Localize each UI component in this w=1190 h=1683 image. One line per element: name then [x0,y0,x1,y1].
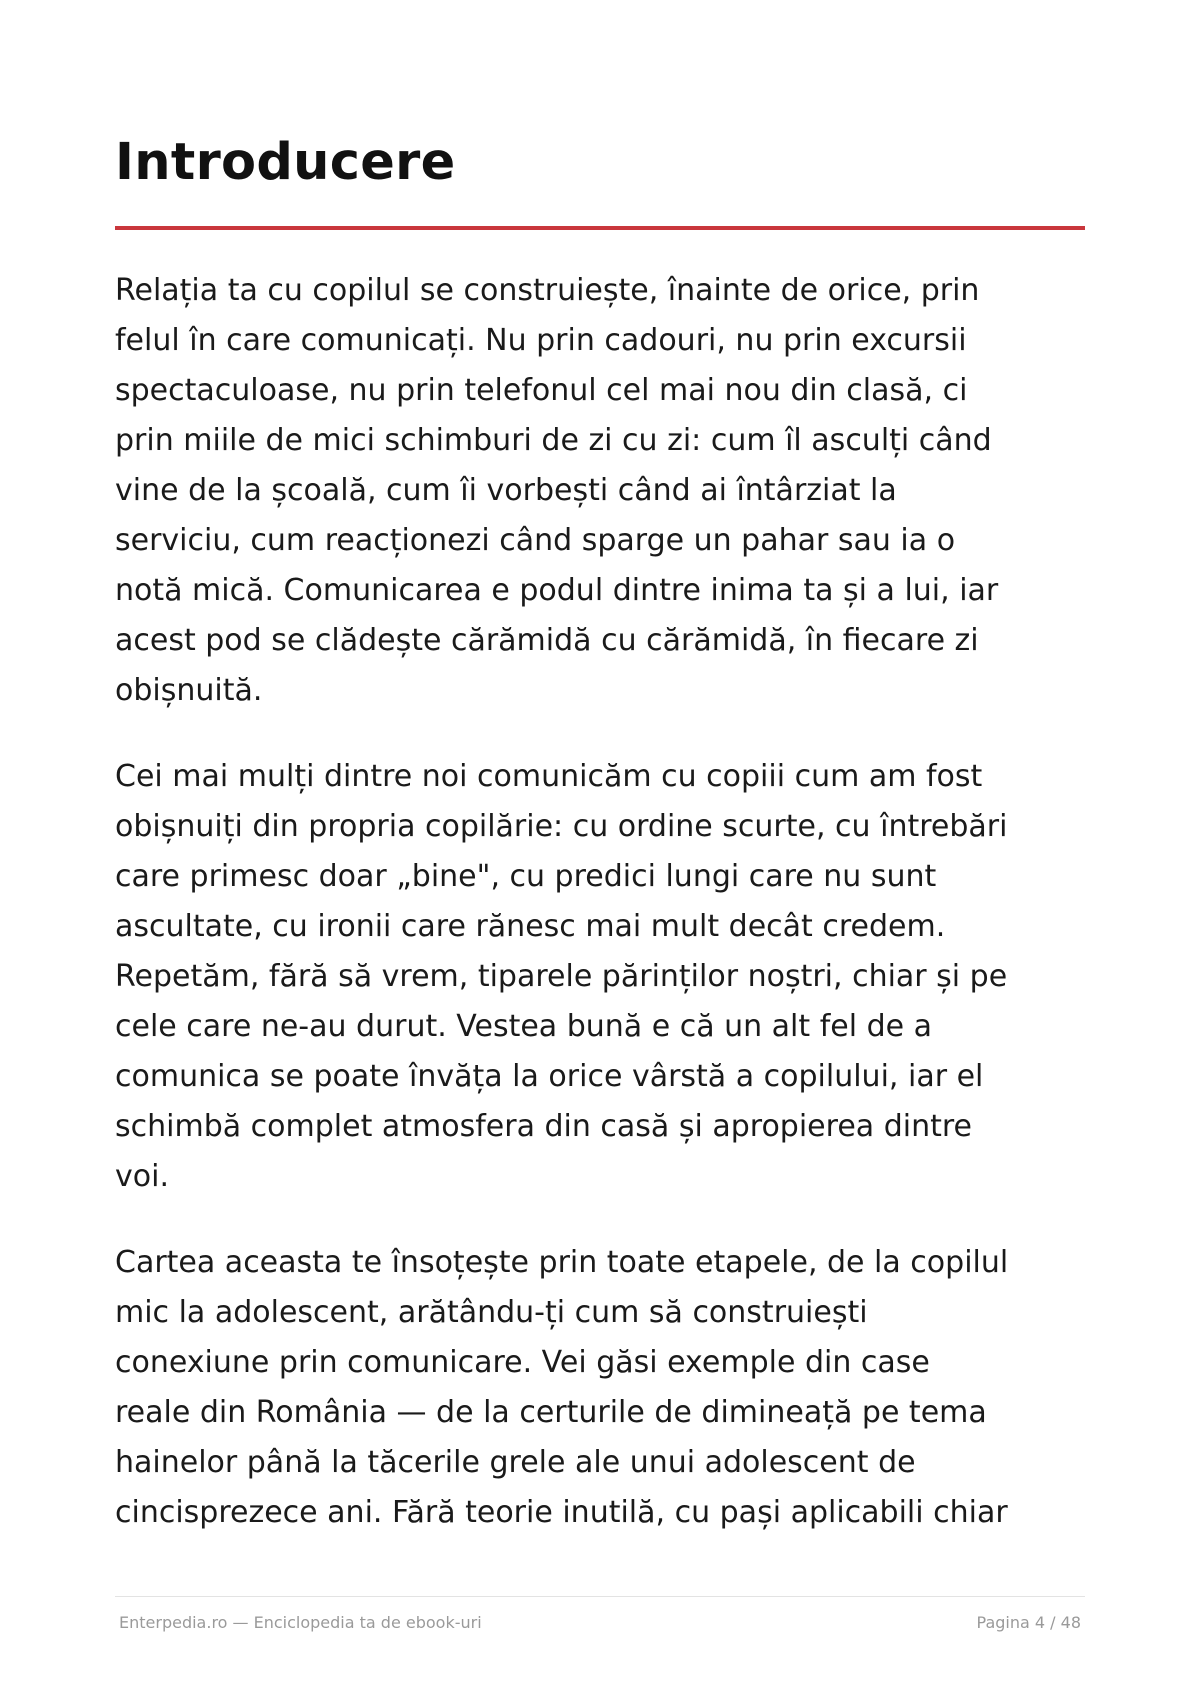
document-page [115,0,1085,1683]
paragraph-1 [115,266,1085,716]
text-line: mic la adolescent, arătându-ți cum să construiești [115,1295,868,1330]
text-line: reale din România — de la certurile de dimineață pe tema [115,1395,987,1430]
body-text [115,266,1085,1574]
text-line: Relația ta cu copilul se construiește, înainte de orice, prin [115,273,980,308]
text-line: Repetăm, fără să vrem, tiparele părinților noștri, chiar și pe [115,959,1008,994]
text-line: Cartea aceasta te însoțește prin toate etapele, de la copilul [115,1245,1009,1280]
footer-divider [115,1596,1085,1597]
text-line: Cei mai mulți dintre noi comunicăm cu copiii cum am fost [115,759,983,794]
text-line: obișnuită. [115,673,263,708]
text-line: prin miile de mici schimburi de zi cu zi: cum îl asculți când [115,423,992,458]
text-line: voi. [115,1159,169,1194]
text-line: vine de la școală, cum îi vorbești când ai întârziat la [115,473,897,508]
title-divider [115,226,1085,230]
chapter-title: Introducere [115,133,456,192]
text-line: felul în care comunicați. Nu prin cadouri, nu prin excursii [115,323,967,358]
text-line: notă mică. Comunicarea e podul dintre inima ta și a lui, iar [115,573,999,608]
text-line: schimbă complet atmosfera din casă și apropierea dintre [115,1109,972,1144]
paragraph-3 [115,1238,1085,1538]
text-line: ascultate, cu ironii care rănesc mai mult decât credem. [115,909,946,944]
text-line: obișnuiți din propria copilărie: cu ordine scurte, cu întrebări [115,809,1008,844]
text-line: cele care ne-au durut. Vestea bună e că un alt fel de a [115,1009,933,1044]
text-line: care primesc doar „bine", cu predici lungi care nu sunt [115,859,937,894]
paragraph-2 [115,752,1085,1202]
text-line: conexiune prin comunicare. Vei găsi exemple din case [115,1345,930,1380]
text-line: acest pod se clădește cărămidă cu cărămidă, în fiecare zi [115,623,979,658]
footer-source: Enterpedia.ro — Enciclopedia ta de ebook-uri [119,1613,482,1632]
text-line: spectaculoase, nu prin telefonul cel mai nou din clasă, ci [115,373,968,408]
text-line: hainelor până la tăcerile grele ale unui adolescent de [115,1445,916,1480]
text-line: serviciu, cum reacționezi când sparge un pahar sau ia o [115,523,956,558]
page-number: Pagina 4 / 48 [976,1613,1081,1632]
text-line: comunica se poate învăța la orice vârstă a copilului, iar el [115,1059,984,1094]
text-line: cincisprezece ani. Fără teorie inutilă, cu pași aplicabili chiar [115,1495,1008,1530]
